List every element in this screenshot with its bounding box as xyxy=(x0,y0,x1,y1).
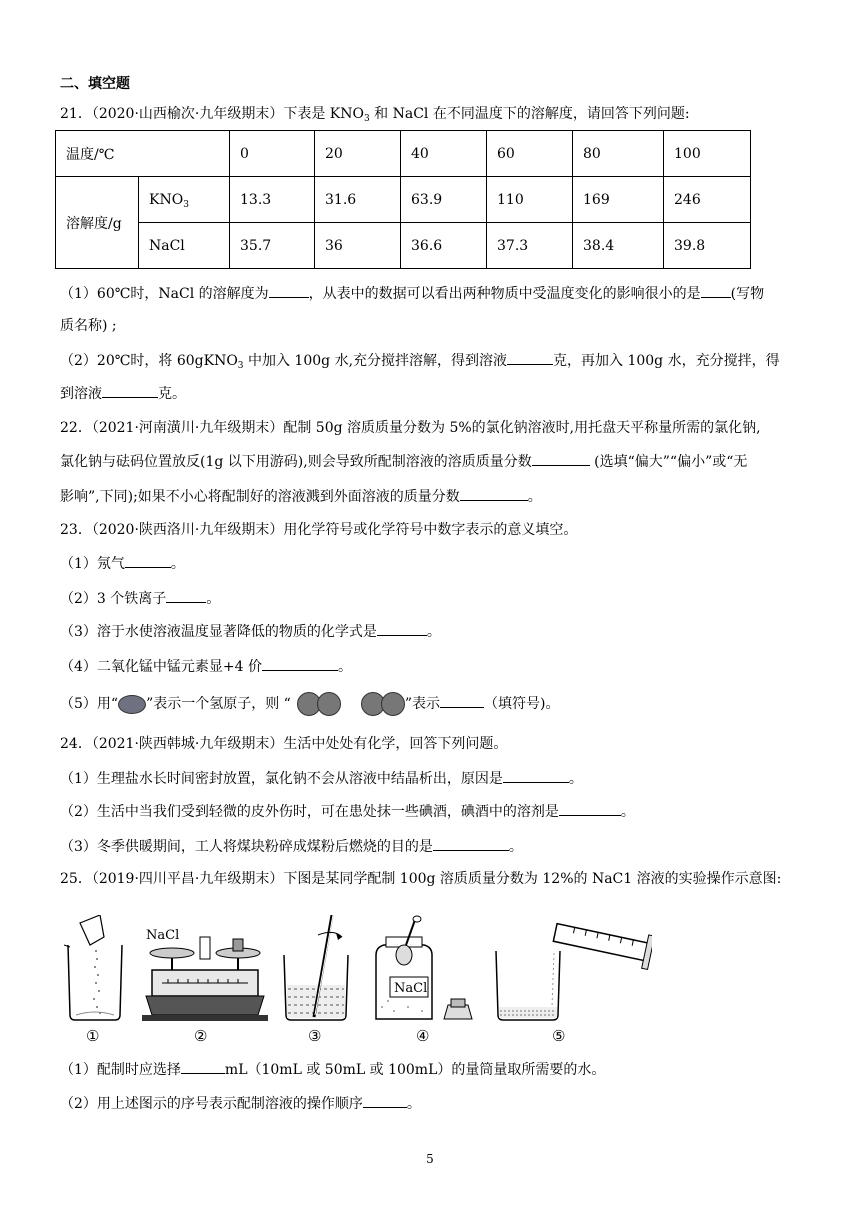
table-cell: 80 xyxy=(573,131,664,177)
q23-p1-end: 。 xyxy=(170,556,185,572)
table-cell: 36 xyxy=(315,223,401,269)
hydrogen-atom-icon xyxy=(118,695,146,714)
table-row-label-kno3 xyxy=(139,177,230,223)
answer-blank[interactable] xyxy=(532,451,590,466)
q24-p2-end: 。 xyxy=(620,804,635,820)
q22-l3-text-b: 。 xyxy=(527,489,542,505)
table-row-label-nacl: NaCl xyxy=(139,223,230,269)
table-cell: 31.6 xyxy=(315,177,401,223)
q22-l3-text-a: 影响”,下同);如果不小心将配制好的溶液溅到外面溶液的质量分数 xyxy=(60,489,460,505)
q23-p2-text: （2）3 个铁离子 xyxy=(60,591,167,607)
q24-p1-end: 。 xyxy=(568,771,583,787)
figure-label: ⑤ xyxy=(552,1027,566,1045)
table-cell: 38.4 xyxy=(573,223,664,269)
section-title: 二、填空题 xyxy=(60,76,130,92)
table-cell: 100 xyxy=(664,131,751,177)
q24-part2 xyxy=(60,801,635,822)
q23-p4-end: 。 xyxy=(338,659,352,675)
hydrogen-molecule-icon xyxy=(317,692,341,716)
q23-p5-text-b: ”表示一个氢原子，则 “ xyxy=(146,696,291,712)
q21-part2-cont xyxy=(60,383,186,404)
table-cell: 36.6 xyxy=(401,223,487,269)
answer-blank[interactable] xyxy=(559,801,621,816)
q24-p2-text: （2）生活中当我们受到轻微的皮外伤时，可在患处抹一些碘酒，碘酒中的溶剂是 xyxy=(60,804,559,820)
q22-line3 xyxy=(60,486,542,507)
answer-blank[interactable] xyxy=(507,350,553,365)
answer-blank[interactable] xyxy=(262,656,338,671)
page-number: 5 xyxy=(426,1152,434,1166)
pour-water-figure xyxy=(492,915,652,1025)
table-header-temp: 温度/℃ xyxy=(56,131,230,177)
answer-blank[interactable] xyxy=(181,1059,225,1074)
table-header-solubility: 溶解度/g xyxy=(56,177,139,269)
q25-p2-text: （2）用上述图示的序号表示配制溶液的操作顺序 xyxy=(60,1096,363,1112)
table-cell: 40 xyxy=(401,131,487,177)
q21-part1-cont: 质名称) ; xyxy=(60,318,117,334)
q25-stem: 25．（2019·四川平昌·九年级期末）下图是某同学配制 100g 溶质质量分数为 12%的 NaC1 溶液的实验操作示意图: xyxy=(60,871,782,887)
answer-blank[interactable] xyxy=(166,588,206,603)
answer-blank[interactable] xyxy=(125,553,171,568)
q21-p1-text-c: (写物 xyxy=(730,286,765,302)
answer-blank[interactable] xyxy=(503,768,569,783)
q25-p2-end: 。 xyxy=(406,1096,421,1112)
q24-p3-end: 。 xyxy=(508,839,523,855)
q23-p5-text-d: （填符号)。 xyxy=(484,696,560,712)
table-row xyxy=(56,177,751,223)
table-cell: 35.7 xyxy=(230,223,315,269)
table-cell: 246 xyxy=(664,177,751,223)
table-cell: 169 xyxy=(573,177,664,223)
table-cell: 60 xyxy=(487,131,573,177)
kno3-label-text: KNO xyxy=(149,191,184,208)
kno3-label-subscript: 3 xyxy=(183,199,189,210)
q23-part2 xyxy=(60,588,220,609)
experiment-figures xyxy=(60,915,660,1050)
q24-p1-text: （1）生理盐水长时间密封放置，氯化钠不会从溶液中结晶析出，原因是 xyxy=(60,771,503,787)
hydrogen-molecule-icon xyxy=(381,692,405,716)
q21-p2-text-c: 克，再加入 100g 水，充分搅拌，得 xyxy=(553,353,780,369)
q21-p2-text-a: （2）20℃时，将 60gKNO xyxy=(60,353,238,369)
reagent-jar-figure xyxy=(374,915,484,1025)
q23-p4-text: （4）二氧化锰中锰元素显+4 价 xyxy=(60,659,262,675)
q23-p5-text-a: （5）用“ xyxy=(60,696,119,712)
answer-blank[interactable] xyxy=(701,283,731,298)
q21-p2-text-b: 中加入 100g 水,充分搅拌溶解，得到溶液 xyxy=(243,353,508,369)
answer-blank[interactable] xyxy=(102,383,158,398)
answer-blank[interactable] xyxy=(460,486,528,501)
q21-stem-text-b: 和 NaCl 在不同温度下的溶解度，请回答下列问题: xyxy=(369,106,690,122)
q21-part2 xyxy=(60,350,780,371)
q21-p2-text-e: 克。 xyxy=(158,386,186,402)
q24-p3-text: （3）冬季供暖期间，工人将煤块粉碎成煤粉后燃烧的目的是 xyxy=(60,839,433,855)
q21-part1 xyxy=(60,283,764,304)
q23-p3-text: （3）溶于水使溶液温度显著降低的物质的化学式是 xyxy=(60,624,377,640)
q23-part1 xyxy=(60,553,185,574)
q21-stem xyxy=(60,104,690,124)
answer-blank[interactable] xyxy=(433,836,509,851)
q24-stem: 24．（2021·陕西韩城·九年级期末）生活中处处有化学，回答下列问题。 xyxy=(60,736,508,752)
q21-stem-subscript: 3 xyxy=(363,114,370,124)
q24-part3 xyxy=(60,836,523,857)
figure-label: ① xyxy=(86,1027,100,1045)
nacl-tag: NaCl xyxy=(146,928,180,943)
stir-figure xyxy=(278,915,358,1025)
figure-label: ③ xyxy=(308,1027,322,1045)
figure-label: ② xyxy=(194,1027,208,1045)
q23-p1-text: （1）氖气 xyxy=(60,556,125,572)
table-cell: 13.3 xyxy=(230,177,315,223)
q21-p1-text-b: ，从表中的数据可以看出两种物质中受温度变化的影响很小的是 xyxy=(308,286,701,302)
q23-p3-end: 。 xyxy=(426,624,441,640)
answer-blank[interactable] xyxy=(440,693,484,708)
q24-part1 xyxy=(60,768,583,789)
table-row xyxy=(56,223,751,269)
q25-part2 xyxy=(60,1093,421,1114)
table-cell: 37.3 xyxy=(487,223,573,269)
table-cell: 63.9 xyxy=(401,177,487,223)
balance-figure xyxy=(138,915,268,1025)
q21-p1-text-a: （1）60℃时，NaCl 的溶解度为 xyxy=(60,286,269,302)
figure-label: ④ xyxy=(416,1027,430,1045)
q25-p1-text-a: （1）配制时应选择 xyxy=(60,1062,181,1078)
answer-blank[interactable] xyxy=(269,283,309,298)
q22-line2 xyxy=(60,451,747,472)
q23-p5-text-c: ”表示 xyxy=(404,696,441,712)
q21-p2-subscript: 3 xyxy=(237,361,244,371)
q23-stem: 23．（2020·陕西洛川·九年级期末）用化学符号或化学符号中数字表示的意义填空。 xyxy=(60,522,578,538)
q25-part1 xyxy=(60,1059,605,1080)
table-row xyxy=(56,131,751,177)
q21-p2-text-d: 到溶液 xyxy=(60,386,102,402)
q23-part3 xyxy=(60,621,441,642)
answer-blank[interactable] xyxy=(377,621,427,636)
solubility-table xyxy=(55,130,751,269)
q22-line1: 22．（2021·河南潢川·九年级期末）配制 50g 溶质质量分数为 5%的氯化钠溶液时,用托盘天平称量所需的氯化钠, xyxy=(60,420,761,436)
nacl-tag: NaCl xyxy=(394,981,428,996)
q22-l2-text-a: 氯化钠与砝码位置放反(1g 以下用游码),则会导致所配制溶液的溶质质量分数 xyxy=(60,454,532,470)
q23-part5 xyxy=(60,692,559,716)
q22-l2-text-b: (选填“偏大”“偏小”或“无 xyxy=(589,454,748,470)
pour-solid-figure xyxy=(60,915,130,1025)
table-cell: 39.8 xyxy=(664,223,751,269)
table-cell: 0 xyxy=(230,131,315,177)
q25-p1-text-b: mL（10mL 或 50mL 或 100mL）的量筒量取所需要的水。 xyxy=(224,1062,606,1078)
q23-p2-end: 。 xyxy=(206,591,221,607)
q23-part4 xyxy=(60,656,352,677)
table-cell: 20 xyxy=(315,131,401,177)
table-cell: 110 xyxy=(487,177,573,223)
q21-stem-text-a: 21．（2020·山西榆次·九年级期末）下表是 KNO xyxy=(60,106,364,122)
answer-blank[interactable] xyxy=(363,1093,407,1108)
